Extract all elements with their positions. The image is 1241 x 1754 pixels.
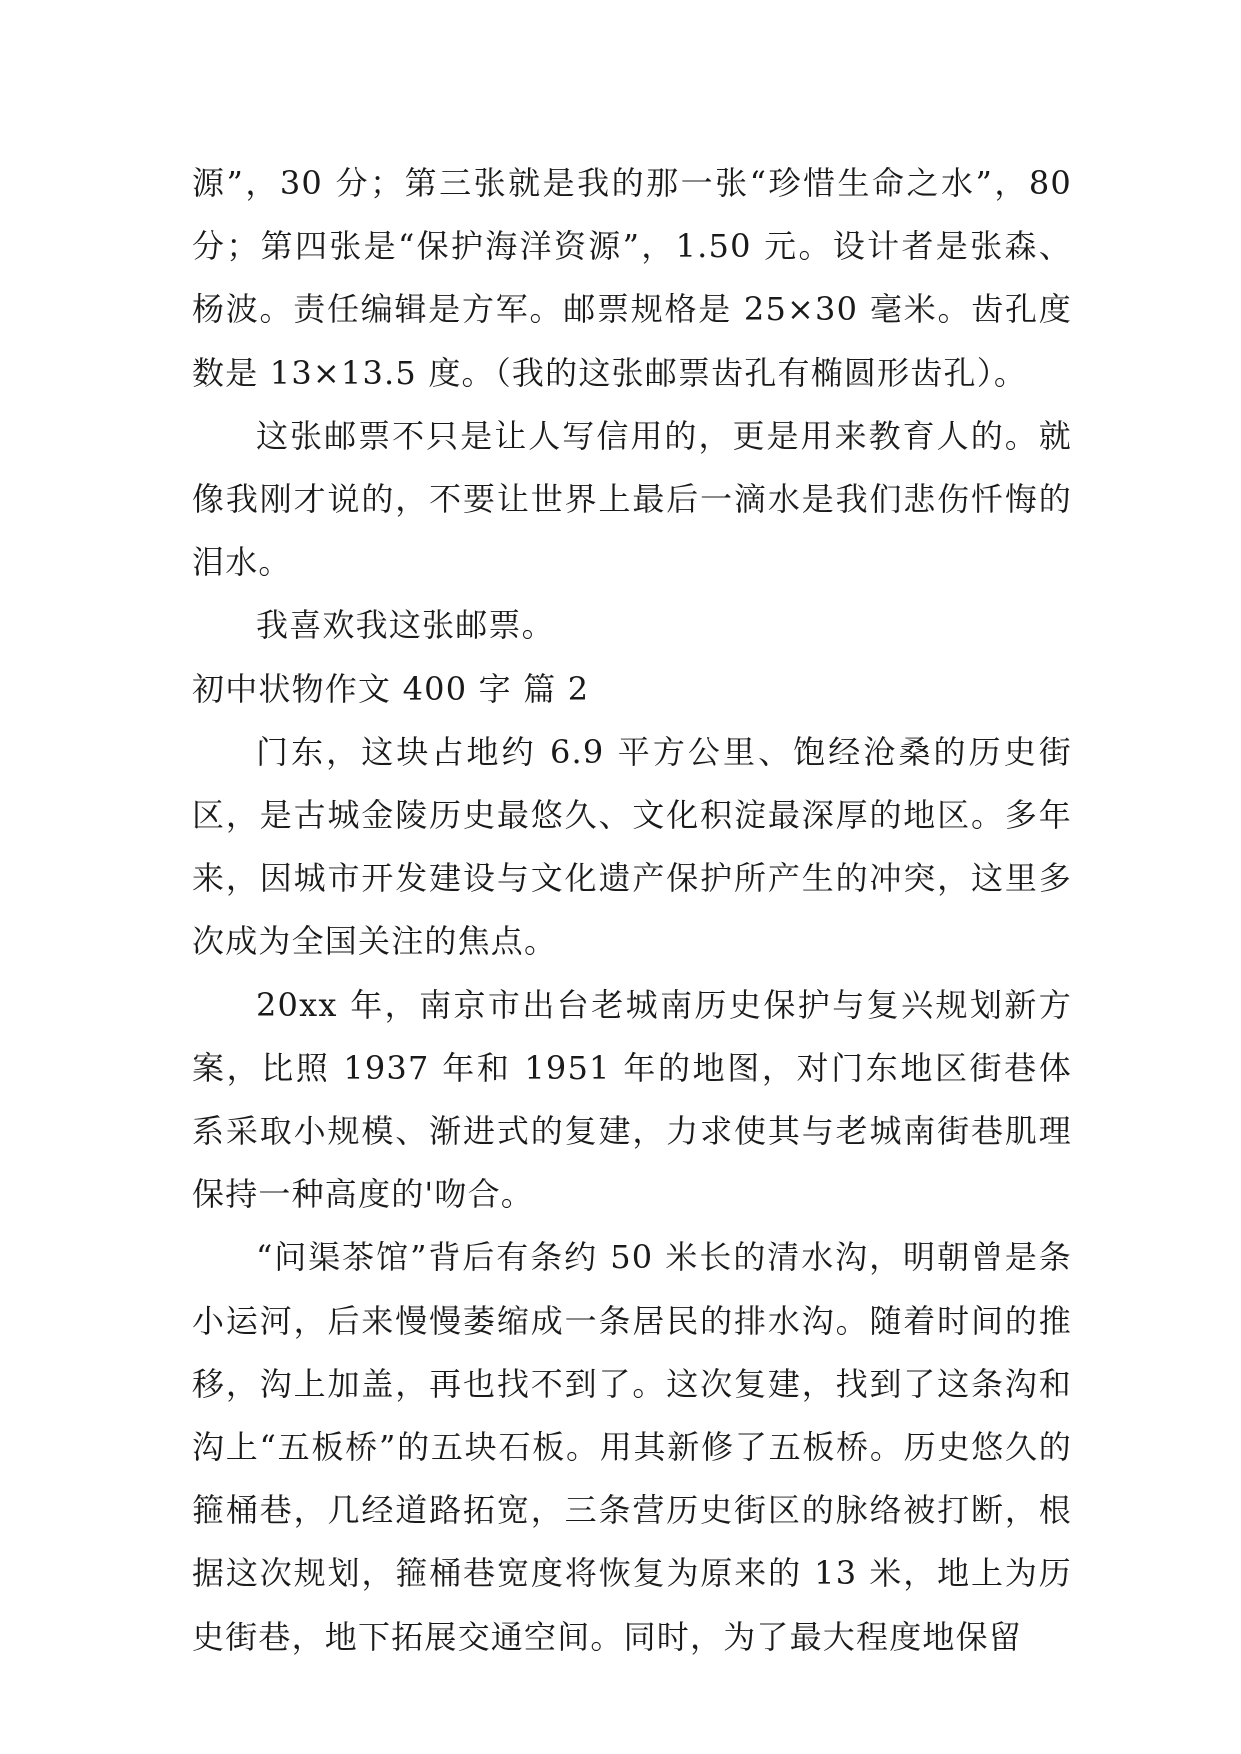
section-heading: 初中状物作文 400 字 篇 2 [192, 669, 590, 708]
paragraph-mendong-intro: 门东，这块占地约 6.9 平方公里、饱经沧桑的历史街区，是古城金陵历史最悠久、文化积淀最深厚的地区。多年来，因城市开发建设与文化遗产保护所产生的冲突，这里多次成为全国关注的焦点。 [192, 732, 1072, 961]
document-body [192, 152, 1072, 1669]
paragraph-nanjing-plan: 20xx 年，南京市出台老城南历史保护与复兴规划新方案，比照 1937 年和 1951 年的地图，对门东地区街巷体系采取小规模、渐进式的复建，力求使其与老城南街巷肌理保持一种高度的'吻合。 [192, 985, 1072, 1214]
paragraph-stamp-purpose: 这张邮票不只是让人写信用的，更是用来教育人的。就像我刚才说的，不要让世界上最后一滴水是我们悲伤忏悔的泪水。 [192, 416, 1072, 582]
paragraph-stamp-closing: 我喜欢我这张邮票。 [256, 606, 555, 645]
paragraph-stamp-details: 源”，30 分；第三张就是我的那一张“珍惜生命之水”，80 分；第四张是“保护海洋资源”，1.50 元。设计者是张森、杨波。责任编辑是方军。邮票规格是 25×30 毫米。齿孔度数是 13×13.5 度。（我的这张邮票齿孔有椭圆形齿孔）。 [192, 164, 1072, 392]
paragraph-wenqu-teahouse: “问渠茶馆”背后有条约 50 米长的清水沟，明朝曾是条小运河，后来慢慢萎缩成一条居民的排水沟。随着时间的推移，沟上加盖，再也找不到了。这次复建，找到了这条沟和沟上“五板桥”的五块石板。用其新修了五板桥。历史悠久的箍桶巷，几经道路拓宽，三条营历史街区的脉络被打断，根据这次规划，箍桶巷宽度将恢复为原来的 13 米，地上为历史街巷，地下拓展交通空间。同时，为了最大程度地保留 [192, 1238, 1072, 1656]
